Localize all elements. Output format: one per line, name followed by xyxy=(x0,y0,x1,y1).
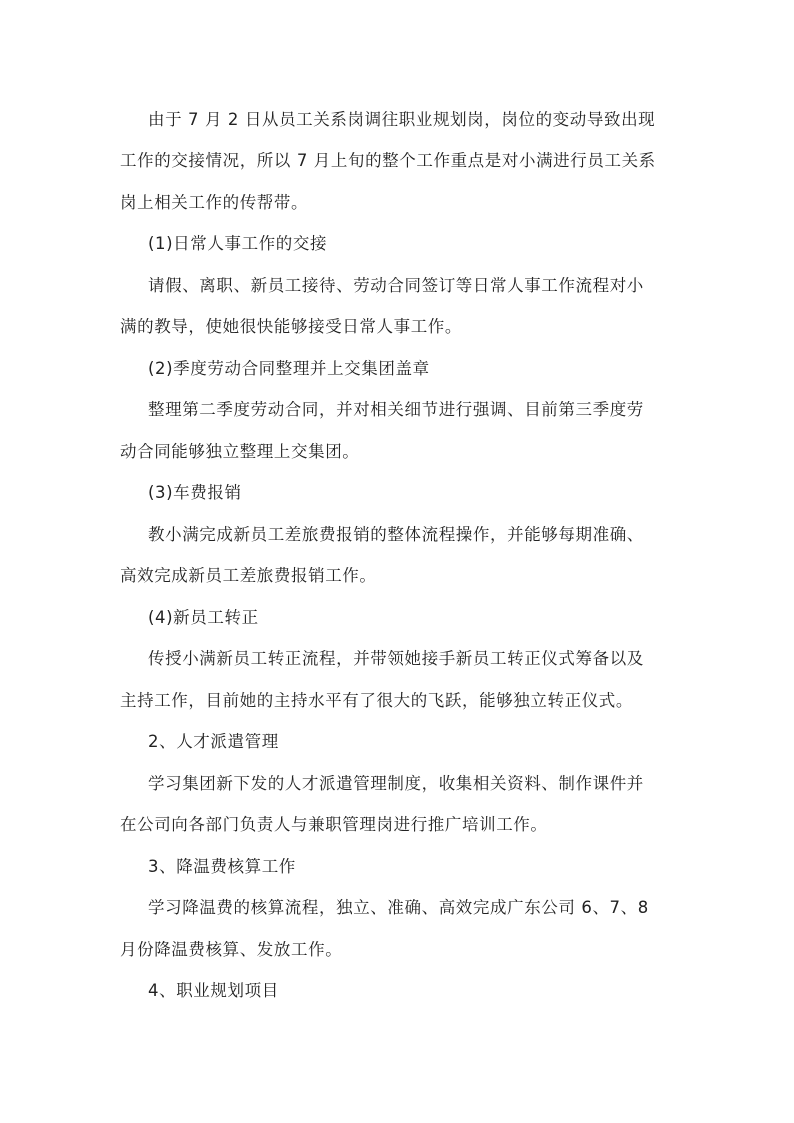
paragraph-line: 主持工作，目前她的主持水平有了很大的飞跃，能够独立转正仪式。 xyxy=(120,691,633,710)
paragraph-line: 整理第二季度劳动合同，并对相关细节进行强调、目前第三季度劳 xyxy=(148,400,644,419)
section-heading: 2、人才派遣管理 xyxy=(148,732,279,751)
section-heading: 3、降温费核算工作 xyxy=(148,857,296,876)
paragraph-line: 动合同能够独立整理上交集团。 xyxy=(120,442,360,461)
section-heading: (1)日常人事工作的交接 xyxy=(148,234,328,253)
paragraph-line: 请假、离职、新员工接待、劳动合同签订等日常人事工作流程对小 xyxy=(148,276,644,295)
paragraph-line: 工作的交接情况，所以 7 月上旬的整个工作重点是对小满进行员工关系 xyxy=(120,151,656,170)
paragraph-line: 学习降温费的核算流程，独立、准确、高效完成广东公司 6、7、8 xyxy=(148,898,649,917)
section-heading: 4、职业规划项目 xyxy=(148,981,279,1000)
section-heading: (4)新员工转正 xyxy=(148,608,259,627)
paragraph-line: 在公司向各部门负责人与兼职管理岗进行推广培训工作。 xyxy=(120,815,548,834)
paragraph-line: 岗上相关工作的传帮带。 xyxy=(120,193,309,212)
paragraph-line: 月份降温费核算、发放工作。 xyxy=(120,940,343,959)
paragraph-line: 教小满完成新员工差旅费报销的整体流程操作，并能够每期准确、 xyxy=(148,525,644,544)
paragraph-line: 满的教导，使她很快能够接受日常人事工作。 xyxy=(120,317,462,336)
paragraph-line: 传授小满新员工转正流程，并带领她接手新员工转正仪式筹备以及 xyxy=(148,649,644,668)
section-heading: (2)季度劳动合同整理并上交集团盖章 xyxy=(148,359,430,378)
section-heading: (3)车费报销 xyxy=(148,483,242,502)
paragraph-line: 由于 7 月 2 日从员工关系岗调往职业规划岗，岗位的变动导致出现 xyxy=(148,110,656,129)
paragraph-line: 学习集团新下发的人才派遣管理制度，收集相关资料、制作课件并 xyxy=(148,774,644,793)
paragraph-line: 高效完成新员工差旅费报销工作。 xyxy=(120,566,377,585)
